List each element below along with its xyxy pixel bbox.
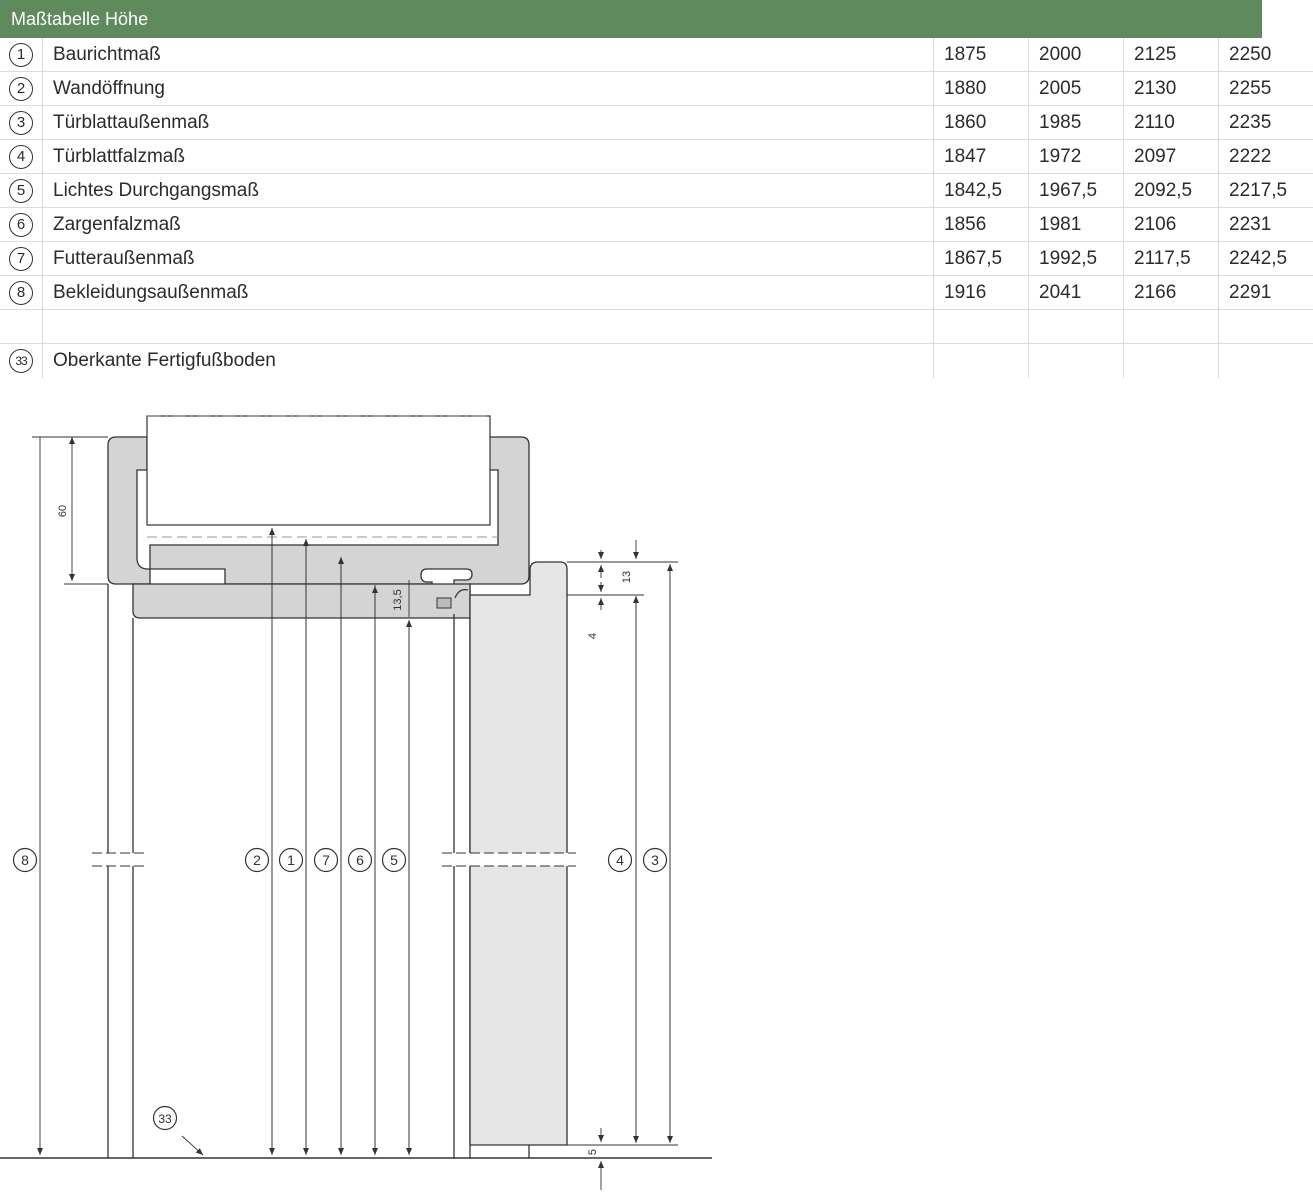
frame-lining <box>133 584 470 618</box>
row-label: Bekleidungsaußenmaß <box>43 276 934 310</box>
row-value: 1972 <box>1029 140 1124 174</box>
row-value: 2125 <box>1124 38 1219 72</box>
callout-label: 33 <box>158 1112 172 1126</box>
row-value: 2106 <box>1124 208 1219 242</box>
row-number-badge: 3 <box>9 111 33 135</box>
row-value: 2255 <box>1219 72 1313 106</box>
callout-label: 8 <box>21 852 29 868</box>
wall-block <box>147 416 490 525</box>
row-label: Lichtes Durchgangsmaß <box>43 174 934 208</box>
dim-label-4: 4 <box>587 632 599 640</box>
row-value: 1867,5 <box>934 242 1029 276</box>
dim-label-13: 13 <box>621 570 633 584</box>
row-label: Baurichtmaß <box>43 38 934 72</box>
dimension-table <box>0 38 1313 378</box>
table-row <box>0 140 1313 174</box>
callout-label: 3 <box>651 852 659 868</box>
row-value: 2005 <box>1029 72 1124 106</box>
row-value: 2250 <box>1219 38 1313 72</box>
row-value: 2231 <box>1219 208 1313 242</box>
row-number-badge: 6 <box>9 213 33 237</box>
row-value: 1880 <box>934 72 1029 106</box>
row-label: Futteraußenmaß <box>43 242 934 276</box>
table-row <box>0 208 1313 242</box>
callout-label: 4 <box>616 852 624 868</box>
callout-label: 7 <box>322 852 330 868</box>
row-label: Oberkante Fertigfußboden <box>43 344 934 379</box>
row-value: 2291 <box>1219 276 1313 310</box>
row-number-badge: 8 <box>9 281 33 305</box>
row-number-badge: 33 <box>9 349 33 373</box>
row-value: 1916 <box>934 276 1029 310</box>
row-number-badge: 5 <box>9 179 33 203</box>
row-value: 2041 <box>1029 276 1124 310</box>
row-value: 1967,5 <box>1029 174 1124 208</box>
row-label: Wandöffnung <box>43 72 934 106</box>
row-value: 1981 <box>1029 208 1124 242</box>
row-value: 1985 <box>1029 106 1124 140</box>
row-value: 2222 <box>1219 140 1313 174</box>
row-value: 2092,5 <box>1124 174 1219 208</box>
callout-label: 1 <box>287 852 295 868</box>
row-value: 2130 <box>1124 72 1219 106</box>
table-row <box>0 242 1313 276</box>
row-number-badge: 1 <box>9 43 33 67</box>
break-gap <box>92 853 144 866</box>
dim-label-13-5: 13,5 <box>392 589 404 611</box>
table-row <box>0 344 1313 379</box>
callout-label: 5 <box>390 852 398 868</box>
table-row <box>0 106 1313 140</box>
row-value: 1992,5 <box>1029 242 1124 276</box>
row-value: 2217,5 <box>1219 174 1313 208</box>
row-value: 2097 <box>1124 140 1219 174</box>
row-number-badge: 2 <box>9 77 33 101</box>
row-number-badge: 4 <box>9 145 33 169</box>
row-value: 1842,5 <box>934 174 1029 208</box>
row-value: 2117,5 <box>1124 242 1219 276</box>
row-value: 2235 <box>1219 106 1313 140</box>
row-value: 2000 <box>1029 38 1124 72</box>
row-label: Zargenfalzmaß <box>43 208 934 242</box>
row-value: 1856 <box>934 208 1029 242</box>
table-row <box>0 276 1313 310</box>
leader-33 <box>182 1136 203 1155</box>
callout-label: 6 <box>356 852 364 868</box>
row-value: 1875 <box>934 38 1029 72</box>
row-label: Türblattaußenmaß <box>43 106 934 140</box>
row-value: 2110 <box>1124 106 1219 140</box>
table-row <box>0 174 1313 208</box>
table-title: Maßtabelle Höhe <box>0 0 1262 38</box>
row-value: 2242,5 <box>1219 242 1313 276</box>
dim-label-5: 5 <box>587 1148 599 1156</box>
row-number-badge: 7 <box>9 247 33 271</box>
row-value: 2166 <box>1124 276 1219 310</box>
table-row-empty <box>0 310 1313 344</box>
callout-label: 2 <box>253 852 261 868</box>
table-row <box>0 38 1313 72</box>
row-value: 1847 <box>934 140 1029 174</box>
table-row <box>0 72 1313 106</box>
door-seal <box>437 598 451 608</box>
row-label: Türblattfalzmaß <box>43 140 934 174</box>
door-section-drawing <box>0 380 1262 1200</box>
row-value: 1860 <box>934 106 1029 140</box>
break-gap <box>442 853 576 866</box>
dim-label-60: 60 <box>57 504 69 518</box>
